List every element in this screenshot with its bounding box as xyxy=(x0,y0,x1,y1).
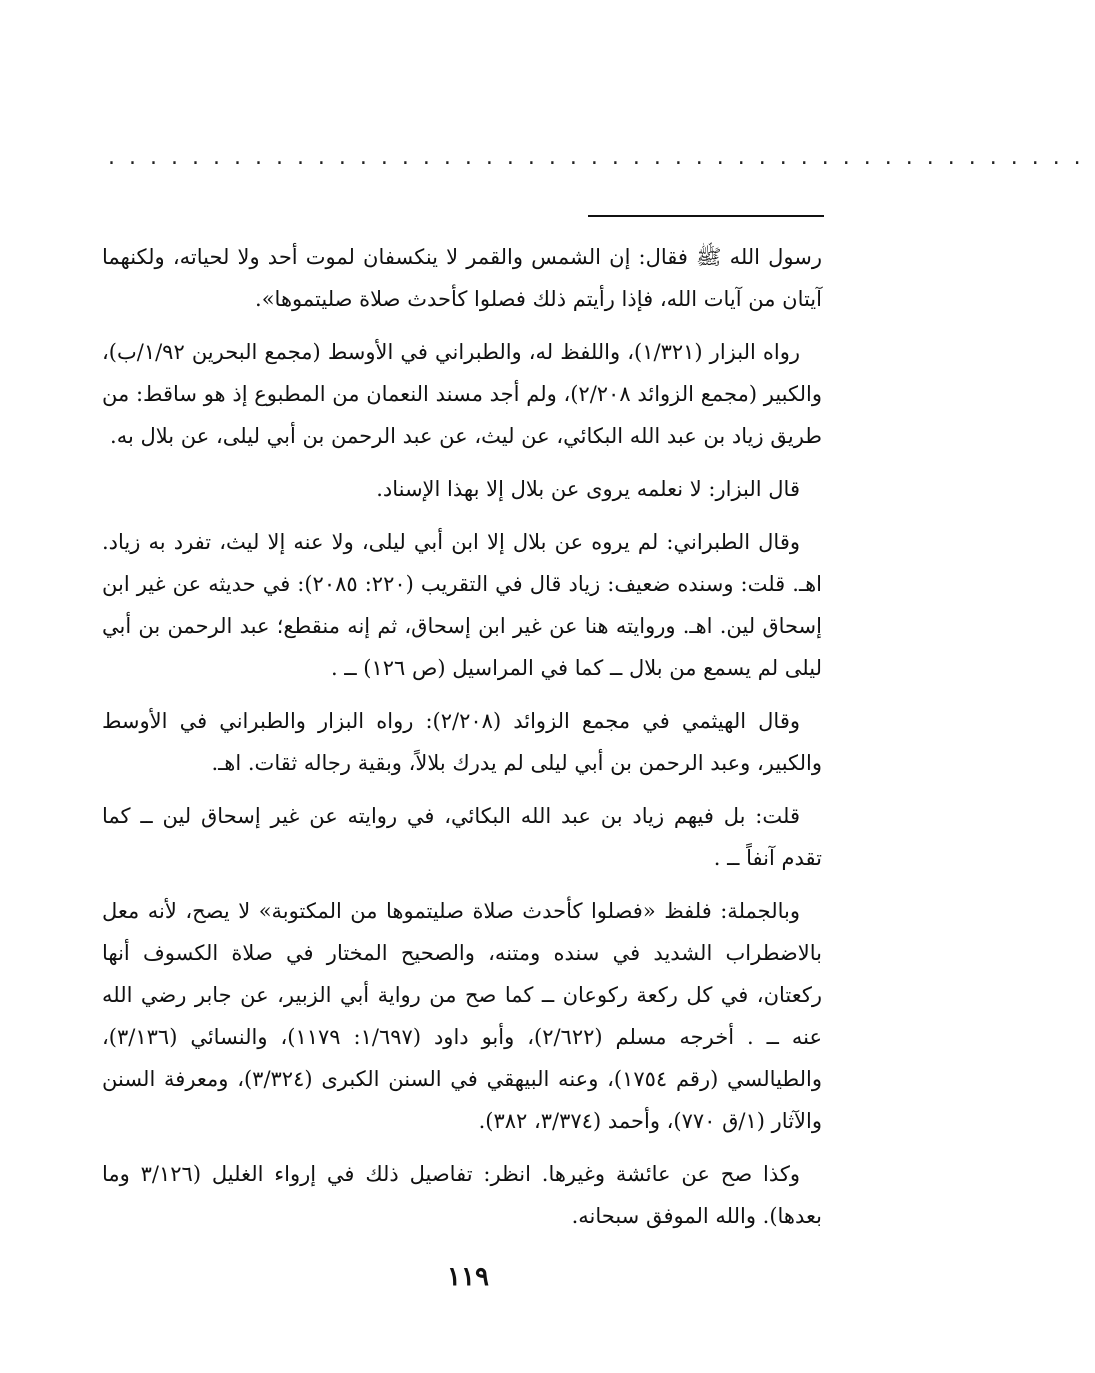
paragraph-haythami-comment: وقال الهيثمي في مجمع الزوائد (٢/٢٠٨): رواه البزار والطبراني في الأوسط والكبير، وعبد الرحمن بن أبي ليلى لم يدرك بلالاً، وبقية رجاله ثقات. اهـ. xyxy=(102,709,822,775)
paragraph-hadith-continuation: رسول الله ﷺ فقال: إن الشمس والقمر لا ينكسفان لموت أحد ولا لحياته، ولكنهما آيتان من آيات الله، فإذا رأيتم ذلك فصلوا كأحدث صلاة صليتموها». xyxy=(102,245,822,311)
paragraph-conclusion: وبالجملة: فلفظ «فصلوا كأحدث صلاة صليتموها من المكتوبة» لا يصح، لأنه معل بالاضطراب الشديد في سنده ومتنه، والصحيح المختار في صلاة الكسوف أنها ركعتان، في كل ركعة ركوعان ــ كما صح من رواية أبي الزبير، عن جابر رضي الله عنه ــ . أخرجه مسلم (٢/٦٢٢)، وأبو داود (١/٦٩٧: ١١٧٩)، والنسائي (٣/١٣٦)، والطيالسي (رقم ١٧٥٤)، وعنه البيهقي في السنن الكبرى (٣/٣٢٤)، ومعرفة السنن والآثار (١/ق ٧٧٠)، وأحمد (٣/٣٧٤، ٣٨٢). xyxy=(102,899,823,1133)
footnote-rule xyxy=(588,215,824,217)
paragraph-author-note: قلت: بل فيهم زياد بن عبد الله البكائي، في روايته عن غير إسحاق لين ــ كما تقدم آنفاً ــ . xyxy=(102,804,822,870)
paragraph-bazzar-comment: قال البزار: لا نعلمه يروى عن بلال إلا بهذا الإسناد. xyxy=(376,477,800,501)
dotted-separator: ............................................... xyxy=(108,145,1095,170)
paragraph-final-note: وكذا صح عن عائشة وغيرها. انظر: تفاصيل ذلك في إرواء الغليل (٣/١٢٦ وما بعدها). والله الموفق سبحانه. xyxy=(102,1162,822,1228)
paragraph-takhrij-bazzar: رواه البزار (١/٣٢١)، واللفظ له، والطبراني في الأوسط (مجمع البحرين ١/٩٢/ب)، والكبير (مجمع الزوائد ٢/٢٠٨)، ولم أجد مسند النعمان من المطبوع إذ هو ساقط: من طريق زياد بن عبد الله البكائي، عن ليث، عن عبد الرحمن بن أبي ليلى، عن بلال به. xyxy=(102,340,822,448)
body-text xyxy=(102,236,822,1248)
page-number: ١١٩ xyxy=(447,1262,489,1292)
paragraph-tabarani-comment: وقال الطبراني: لم يروه عن بلال إلا ابن أبي ليلى، ولا عنه إلا ليث، تفرد به زياد. اهـ. قلت: وسنده ضعيف: زياد قال في التقريب (٢٢٠: ٢٠٨٥): في حديثه عن غير ابن إسحاق لين. اهـ. وروايته هنا عن غير ابن إسحاق، ثم إنه منقطع؛ عبد الرحمن بن أبي ليلى لم يسمع من بلال ــ كما في المراسيل (ص ١٢٦) ــ . xyxy=(102,530,822,680)
